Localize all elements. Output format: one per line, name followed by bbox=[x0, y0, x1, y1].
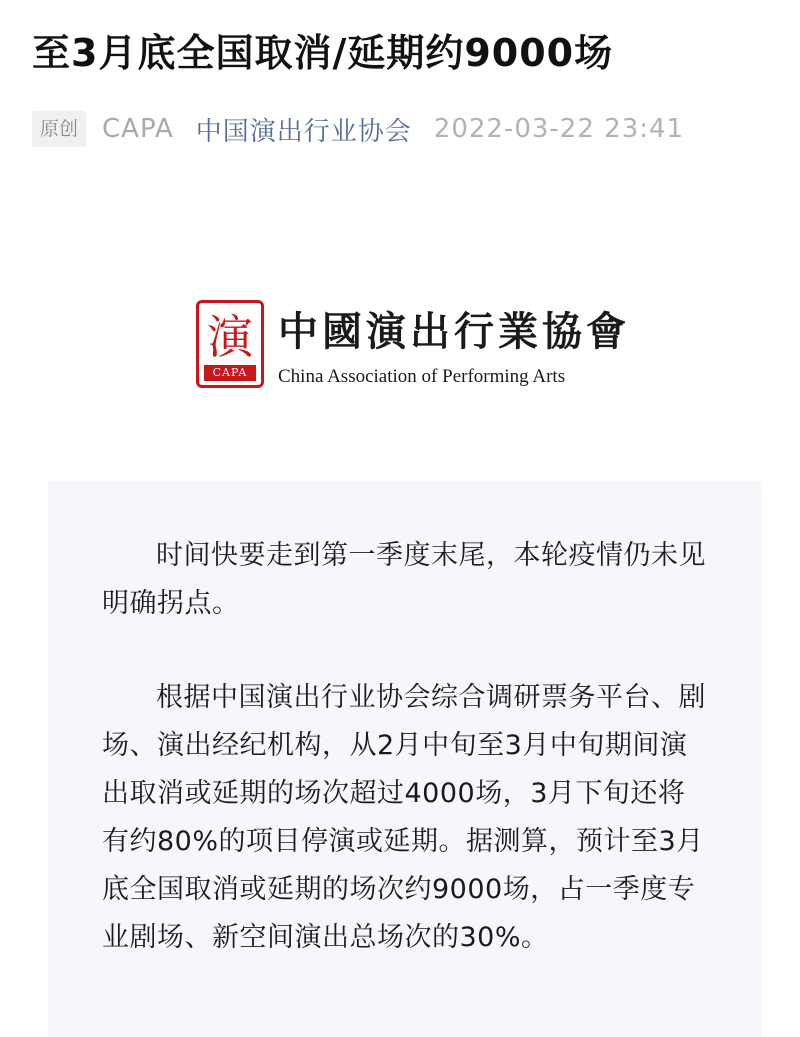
seal-icon bbox=[196, 300, 264, 388]
publish-time: 2022-03-22 23:41 bbox=[433, 114, 685, 144]
paragraph: 时间快要走到第一季度末尾，本轮疫情仍未见明确拐点。 bbox=[102, 540, 706, 619]
article-content bbox=[48, 481, 762, 1037]
paragraph: 根据中国演出行业协会综合调研票务平台、剧场、演出经纪机构，从2月中旬至3月中旬期间演出取消或延期的场次超过4000场，3月下旬还将有约80%的项目停演或延期。据测算，预计至3月底全国取消或延期的场次约9000场，占一季度专业剧场、新空间演出总场次的30%。 bbox=[102, 682, 706, 953]
article-title: 至3月底全国取消/延期约9000场 bbox=[32, 31, 614, 75]
capa-logo bbox=[196, 296, 630, 396]
seal-label: CAPA bbox=[204, 365, 256, 381]
seal-character: 演 bbox=[207, 310, 253, 364]
original-badge: 原创 bbox=[32, 111, 86, 147]
account-short-name[interactable]: CAPA bbox=[102, 114, 174, 144]
article-meta bbox=[32, 108, 684, 150]
account-name-link[interactable]: 中国演出行业协会 bbox=[195, 116, 412, 147]
logo-chinese-name: 中國演出行業協會 bbox=[278, 308, 630, 355]
logo-english-name: China Association of Performing Arts bbox=[278, 366, 566, 387]
